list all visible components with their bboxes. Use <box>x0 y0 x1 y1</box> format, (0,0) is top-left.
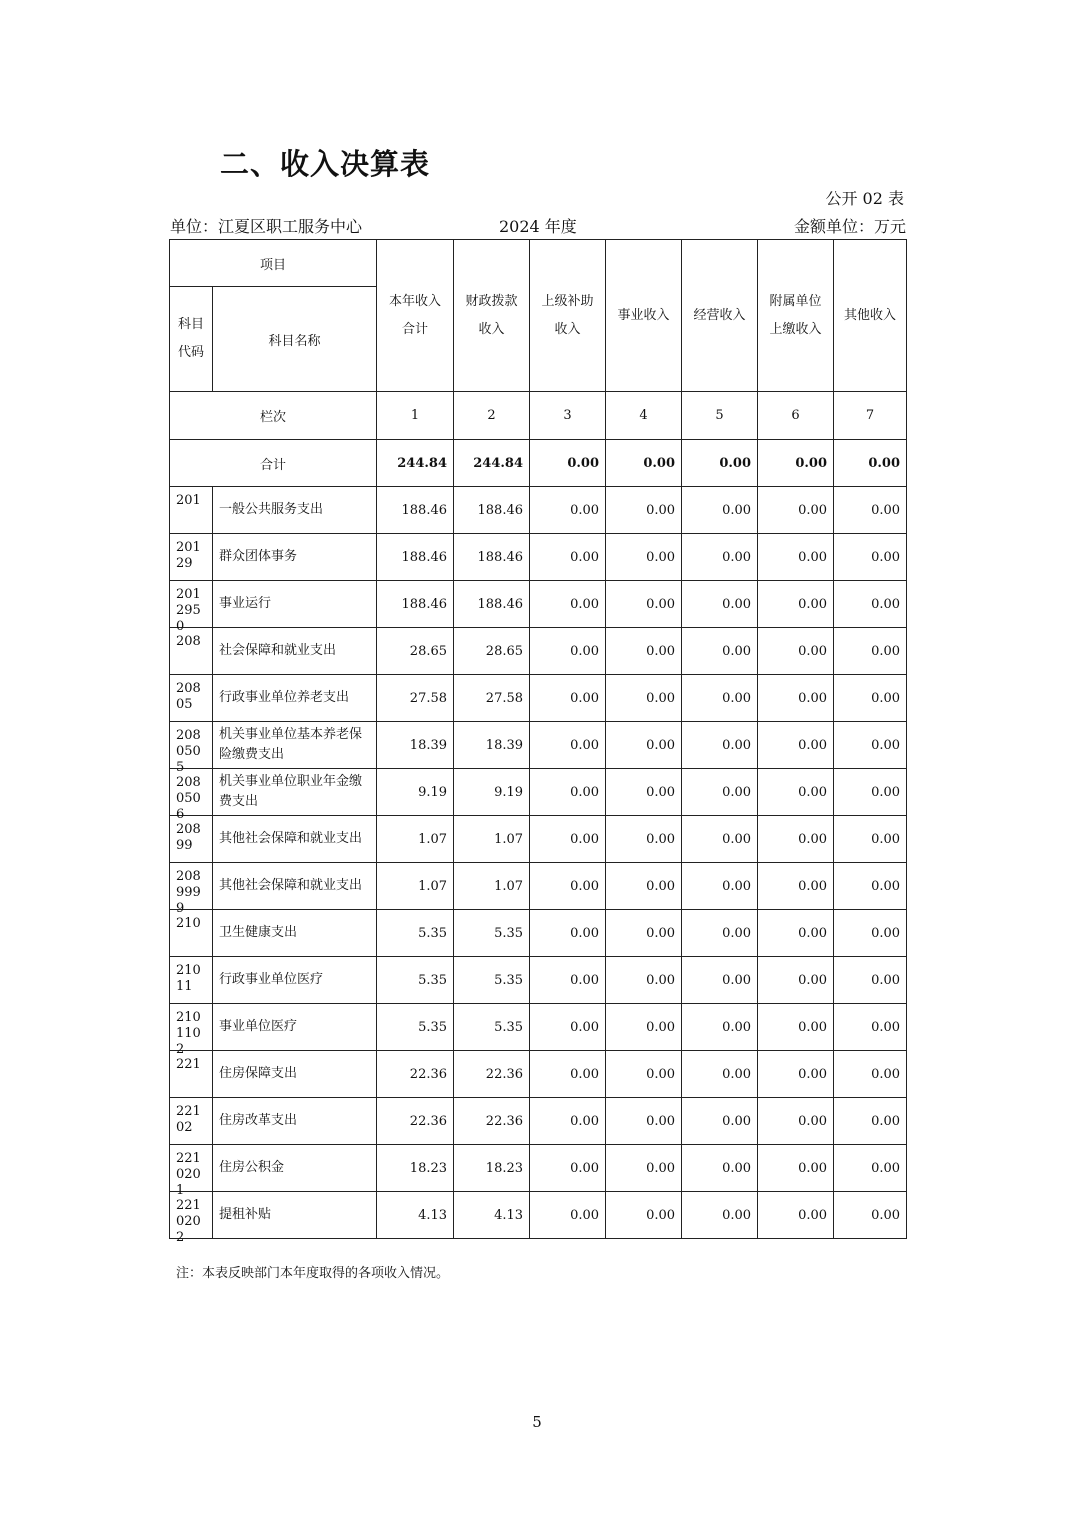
column-number-row <box>170 392 907 440</box>
subject-name-text: 群众团体事务 <box>219 549 298 564</box>
amount-cell: 0.00 <box>834 769 907 816</box>
amount-cell: 27.58 <box>377 675 454 722</box>
header-col-2: 财政拨款收入 <box>454 240 530 392</box>
amount-cell: 18.39 <box>377 722 454 769</box>
total-label: 合计 <box>170 440 377 487</box>
amount-cell: 188.46 <box>377 581 454 628</box>
amount-cell: 0.00 <box>758 1192 834 1239</box>
amount-cell: 22.36 <box>377 1051 454 1098</box>
total-row <box>170 440 907 487</box>
subject-code-text: 210 <box>176 916 201 931</box>
amount-cell: 0.00 <box>758 675 834 722</box>
header-code: 科目代码 <box>170 287 213 392</box>
amount-cell: 188.46 <box>454 487 530 534</box>
subject-code <box>170 581 213 634</box>
table-row <box>170 1145 907 1192</box>
amount-cell: 22.36 <box>377 1098 454 1145</box>
subject-code-text: 22102 <box>176 1104 201 1135</box>
amount-cell: 0.00 <box>606 957 682 1004</box>
amount-cell: 4.13 <box>454 1192 530 1239</box>
subject-code-text: 20805 <box>176 681 201 712</box>
amount-cell: 0.00 <box>682 1051 758 1098</box>
amount-cell: 0.00 <box>834 957 907 1004</box>
report-year: 2024 年度 <box>499 217 577 236</box>
table-row <box>170 863 907 910</box>
amount-cell: 0.00 <box>682 1098 758 1145</box>
subject-code <box>170 1145 213 1198</box>
total-value: 0.00 <box>834 440 907 487</box>
amount-cell: 0.00 <box>758 1051 834 1098</box>
subject-name <box>213 487 377 534</box>
subject-name <box>213 1192 377 1239</box>
amount-cell: 0.00 <box>834 1051 907 1098</box>
subject-name-text: 机关事业单位基本养老保险缴费支出 <box>219 727 363 762</box>
amount-cell: 0.00 <box>758 722 834 769</box>
amount-cell: 0.00 <box>758 1098 834 1145</box>
subject-name <box>213 1051 377 1098</box>
table-row <box>170 722 907 769</box>
amount-cell: 0.00 <box>834 628 907 675</box>
subject-name <box>213 1145 377 1192</box>
amount-cell: 0.00 <box>758 863 834 910</box>
amount-cell: 0.00 <box>606 910 682 957</box>
amount-cell: 28.65 <box>454 628 530 675</box>
amount-cell: 188.46 <box>454 534 530 581</box>
amount-cell: 0.00 <box>834 910 907 957</box>
subject-name-text: 卫生健康支出 <box>219 925 298 940</box>
amount-cell: 0.00 <box>834 863 907 910</box>
table-row <box>170 628 907 675</box>
subject-code-text: 21011 <box>176 963 201 994</box>
amount-cell: 0.00 <box>606 534 682 581</box>
table-row <box>170 581 907 628</box>
amount-cell: 0.00 <box>758 581 834 628</box>
amount-cell: 0.00 <box>606 581 682 628</box>
subject-name-text: 其他社会保障和就业支出 <box>219 878 363 893</box>
subject-name-text: 提租补贴 <box>219 1207 272 1222</box>
amount-cell: 5.35 <box>454 957 530 1004</box>
table-row <box>170 1051 907 1098</box>
amount-cell: 0.00 <box>682 1145 758 1192</box>
column-number: 6 <box>758 392 834 440</box>
subject-name-text: 机关事业单位职业年金缴费支出 <box>219 774 363 809</box>
amount-cell: 0.00 <box>606 1051 682 1098</box>
report-meta <box>170 214 906 236</box>
amount-cell: 0.00 <box>682 534 758 581</box>
total-value: 244.84 <box>454 440 530 487</box>
amount-cell: 0.00 <box>682 957 758 1004</box>
subject-name <box>213 769 377 816</box>
column-number: 5 <box>682 392 758 440</box>
amount-cell: 0.00 <box>834 1145 907 1192</box>
header-project: 项目 <box>170 240 377 287</box>
amount-cell: 0.00 <box>530 534 606 581</box>
amount-cell: 28.65 <box>377 628 454 675</box>
subject-name-text: 一般公共服务支出 <box>219 502 324 517</box>
amount-cell: 0.00 <box>530 1051 606 1098</box>
subject-code <box>170 816 213 863</box>
subject-name <box>213 863 377 910</box>
amount-cell: 0.00 <box>606 722 682 769</box>
form-number: 公开 02 表 <box>825 189 904 208</box>
amount-cell: 0.00 <box>682 581 758 628</box>
subject-code <box>170 957 213 1004</box>
header-row-project <box>170 240 907 287</box>
amount-cell: 0.00 <box>606 628 682 675</box>
subject-code-text: 2080506 <box>176 775 201 822</box>
amount-cell: 5.35 <box>377 910 454 957</box>
subject-code <box>170 675 213 722</box>
total-value: 0.00 <box>682 440 758 487</box>
amount-cell: 0.00 <box>758 769 834 816</box>
amount-cell: 0.00 <box>834 1098 907 1145</box>
subject-code-text: 208 <box>176 634 201 649</box>
table-row <box>170 1098 907 1145</box>
amount-cell: 0.00 <box>682 863 758 910</box>
amount-cell: 0.00 <box>606 487 682 534</box>
amount-cell: 0.00 <box>682 910 758 957</box>
amount-cell: 0.00 <box>530 675 606 722</box>
subject-name <box>213 1004 377 1051</box>
amount-cell: 0.00 <box>606 1145 682 1192</box>
amount-cell: 188.46 <box>377 487 454 534</box>
subject-name <box>213 581 377 628</box>
amount-cell: 0.00 <box>758 1004 834 1051</box>
amount-cell: 27.58 <box>454 675 530 722</box>
subject-code-text: 20129 <box>176 540 201 571</box>
table-row <box>170 769 907 816</box>
column-number-label: 栏次 <box>170 392 377 440</box>
column-number: 4 <box>606 392 682 440</box>
subject-code <box>170 1004 213 1057</box>
subject-name <box>213 1098 377 1145</box>
amount-cell: 0.00 <box>682 675 758 722</box>
amount-cell: 0.00 <box>834 722 907 769</box>
header-col-3: 上级补助收入 <box>530 240 606 392</box>
subject-code <box>170 628 213 675</box>
subject-code-text: 2101102 <box>176 1010 201 1057</box>
amount-cell: 0.00 <box>606 769 682 816</box>
subject-code-text: 2080505 <box>176 728 201 775</box>
page-number: 5 <box>532 1413 542 1431</box>
table-row <box>170 1004 907 1051</box>
subject-code <box>170 487 213 534</box>
amount-cell: 0.00 <box>682 487 758 534</box>
subject-name <box>213 675 377 722</box>
amount-cell: 0.00 <box>834 675 907 722</box>
amount-cell: 0.00 <box>606 675 682 722</box>
amount-cell: 0.00 <box>530 769 606 816</box>
column-number: 7 <box>834 392 907 440</box>
subject-name-text: 住房公积金 <box>219 1160 285 1175</box>
subject-code-text: 201 <box>176 493 201 508</box>
amount-cell: 0.00 <box>606 863 682 910</box>
income-table <box>169 239 907 1245</box>
amount-cell: 0.00 <box>530 1004 606 1051</box>
amount-cell: 0.00 <box>682 769 758 816</box>
subject-code <box>170 534 213 581</box>
table-row <box>170 675 907 722</box>
header-col-4: 事业收入 <box>606 240 682 392</box>
amount-cell: 0.00 <box>834 1192 907 1239</box>
amount-cell: 0.00 <box>758 957 834 1004</box>
amount-cell: 5.35 <box>377 957 454 1004</box>
total-value: 0.00 <box>530 440 606 487</box>
amount-cell: 0.00 <box>758 1145 834 1192</box>
amount-cell: 1.07 <box>377 863 454 910</box>
subject-name <box>213 628 377 675</box>
amount-cell: 0.00 <box>606 816 682 863</box>
amount-cell: 188.46 <box>454 581 530 628</box>
subject-code <box>170 769 213 822</box>
amount-cell: 0.00 <box>530 628 606 675</box>
amount-cell: 188.46 <box>377 534 454 581</box>
table-row <box>170 1192 907 1239</box>
amount-cell: 1.07 <box>454 816 530 863</box>
header-col-5: 经营收入 <box>682 240 758 392</box>
money-unit: 金额单位：万元 <box>793 217 906 236</box>
subject-code-text: 2210202 <box>176 1198 201 1245</box>
subject-code-text: 20899 <box>176 822 201 853</box>
subject-name <box>213 534 377 581</box>
column-number: 1 <box>377 392 454 440</box>
amount-cell: 22.36 <box>454 1051 530 1098</box>
column-number: 2 <box>454 392 530 440</box>
amount-cell: 0.00 <box>530 722 606 769</box>
subject-name <box>213 910 377 957</box>
subject-code-text: 2089999 <box>176 869 201 916</box>
amount-cell: 0.00 <box>758 910 834 957</box>
subject-code-text: 221 <box>176 1057 201 1072</box>
subject-name-text: 事业运行 <box>219 596 272 611</box>
subject-code <box>170 722 213 775</box>
amount-cell: 18.23 <box>377 1145 454 1192</box>
total-value: 0.00 <box>606 440 682 487</box>
total-value: 244.84 <box>377 440 454 487</box>
amount-cell: 0.00 <box>758 816 834 863</box>
column-number: 3 <box>530 392 606 440</box>
subject-name-text: 行政事业单位养老支出 <box>219 690 350 705</box>
amount-cell: 0.00 <box>606 1004 682 1051</box>
amount-cell: 9.19 <box>454 769 530 816</box>
amount-cell: 4.13 <box>377 1192 454 1239</box>
subject-code <box>170 1051 213 1098</box>
subject-name-text: 住房保障支出 <box>219 1066 298 1081</box>
amount-cell: 5.35 <box>377 1004 454 1051</box>
amount-cell: 0.00 <box>682 628 758 675</box>
header-name: 科目名称 <box>213 287 377 392</box>
table-row <box>170 816 907 863</box>
amount-cell: 0.00 <box>530 1145 606 1192</box>
amount-cell: 0.00 <box>530 1192 606 1239</box>
subject-name-text: 事业单位医疗 <box>219 1019 298 1034</box>
table-row <box>170 534 907 581</box>
amount-cell: 0.00 <box>530 863 606 910</box>
table-row <box>170 487 907 534</box>
amount-cell: 0.00 <box>682 1004 758 1051</box>
amount-cell: 1.07 <box>377 816 454 863</box>
amount-cell: 18.39 <box>454 722 530 769</box>
unit-label: 单位：江夏区职工服务中心 <box>170 217 363 236</box>
table-row <box>170 957 907 1004</box>
table-note: 注：本表反映部门本年度取得的各项收入情况。 <box>176 1266 450 1281</box>
subject-name-text: 其他社会保障和就业支出 <box>219 831 363 846</box>
amount-cell: 0.00 <box>834 534 907 581</box>
amount-cell: 0.00 <box>834 1004 907 1051</box>
subject-name-text: 住房改革支出 <box>219 1113 298 1128</box>
subject-code <box>170 1192 213 1245</box>
subject-name <box>213 816 377 863</box>
amount-cell: 9.19 <box>377 769 454 816</box>
amount-cell: 0.00 <box>758 487 834 534</box>
amount-cell: 18.23 <box>454 1145 530 1192</box>
subject-name <box>213 957 377 1004</box>
amount-cell: 0.00 <box>606 1192 682 1239</box>
total-value: 0.00 <box>758 440 834 487</box>
amount-cell: 0.00 <box>758 628 834 675</box>
header-col-6: 附属单位上缴收入 <box>758 240 834 392</box>
amount-cell: 0.00 <box>530 816 606 863</box>
amount-cell: 1.07 <box>454 863 530 910</box>
amount-cell: 5.35 <box>454 910 530 957</box>
amount-cell: 0.00 <box>834 581 907 628</box>
amount-cell: 0.00 <box>758 534 834 581</box>
amount-cell: 0.00 <box>530 957 606 1004</box>
page-title: 二、收入决算表 <box>220 147 431 181</box>
amount-cell: 0.00 <box>530 910 606 957</box>
header-col-7: 其他收入 <box>834 240 907 392</box>
amount-cell: 0.00 <box>834 816 907 863</box>
amount-cell: 0.00 <box>530 487 606 534</box>
amount-cell: 22.36 <box>454 1098 530 1145</box>
amount-cell: 0.00 <box>606 1098 682 1145</box>
subject-code <box>170 910 213 957</box>
subject-code <box>170 863 213 916</box>
amount-cell: 0.00 <box>682 816 758 863</box>
subject-name <box>213 722 377 769</box>
subject-code <box>170 1098 213 1145</box>
subject-code-text: 2210201 <box>176 1151 201 1198</box>
amount-cell: 0.00 <box>682 1192 758 1239</box>
subject-code-text: 2012950 <box>176 587 201 634</box>
amount-cell: 0.00 <box>834 487 907 534</box>
amount-cell: 0.00 <box>530 581 606 628</box>
amount-cell: 0.00 <box>530 1098 606 1145</box>
subject-name-text: 行政事业单位医疗 <box>219 972 324 987</box>
table-row <box>170 910 907 957</box>
amount-cell: 5.35 <box>454 1004 530 1051</box>
amount-cell: 0.00 <box>682 722 758 769</box>
header-col-1: 本年收入合计 <box>377 240 454 392</box>
subject-name-text: 社会保障和就业支出 <box>219 643 337 658</box>
